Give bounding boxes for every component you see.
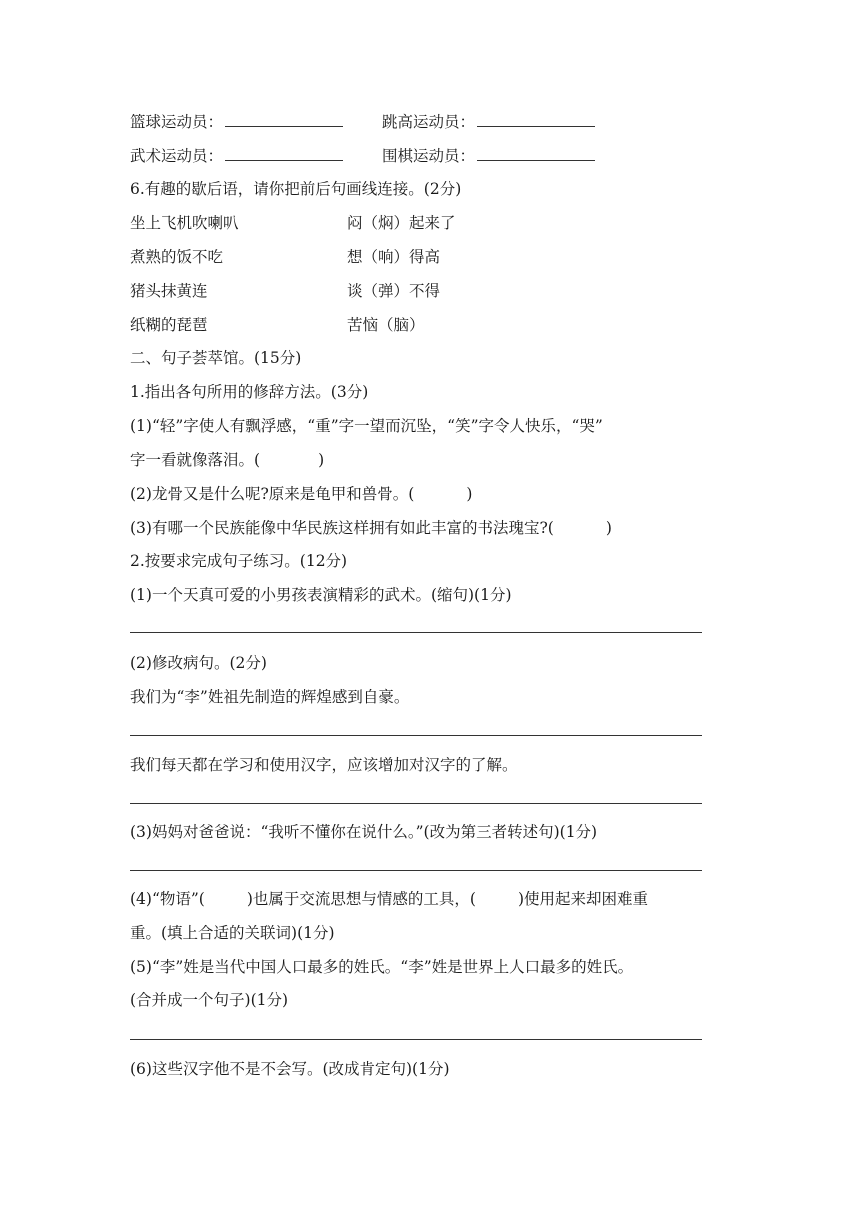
q6-left-item: 猪头抹黄连	[130, 282, 208, 300]
q1-close-paren: )	[466, 485, 473, 503]
answer-line[interactable]	[130, 735, 702, 736]
q6-right-item: 苦恼（脑）	[347, 316, 425, 334]
q2-part-4a-text-2: )也属于交流思想与情感的工具，(	[246, 890, 476, 908]
section2-title: 二、句子荟萃馆。(15分)	[130, 349, 302, 367]
q2-part-4a-text-1: (4)“物语”(	[130, 890, 205, 908]
q1-sentence-3-text: (3)有哪一个民族能像中华民族这样拥有如此丰富的书法瑰宝?(	[130, 519, 554, 537]
q2-part-5b: (合并成一个句子)(1分)	[130, 991, 289, 1009]
q1-sentence-1a: (1)“轻”字使人有飘浮感，“重”字一望而沉坠，“笑”字令人快乐，“哭”	[130, 417, 603, 435]
q2-part-2b: 我们每天都在学习和使用汉字，应该增加对汉字的了解。	[130, 756, 518, 774]
wushu-blank[interactable]	[225, 146, 343, 161]
basketball-blank[interactable]	[225, 112, 343, 127]
q6-left-item: 煮熟的饭不吃	[130, 248, 224, 266]
q2-title: 2.按要求完成句子练习。(12分)	[130, 552, 348, 570]
q6-left-item: 纸糊的琵琶	[130, 316, 208, 334]
q1-sentence-1b	[130, 449, 324, 471]
go-blank[interactable]	[477, 146, 595, 161]
q6-right-item: 想（响）得高	[347, 248, 441, 266]
q1-title: 1.指出各句所用的修辞方法。(3分)	[130, 383, 369, 401]
answer-line[interactable]	[130, 870, 702, 871]
q2-part-5a: (5)“李”姓是当代中国人口最多的姓氏。“李”姓是世界上人口最多的姓氏。	[130, 958, 634, 976]
q2-part-2: (2)修改病句。(2分)	[130, 654, 267, 672]
q6-title: 6.有趣的歇后语，请你把前后句画线连接。(2分)	[130, 180, 462, 198]
q1-close-paren: )	[318, 451, 325, 469]
wushu-label: 武术运动员：	[130, 147, 224, 165]
answer-line[interactable]	[130, 803, 702, 804]
q1-close-paren: )	[605, 519, 612, 537]
q6-left-item: 坐上飞机吹喇叭	[130, 214, 239, 232]
basketball-label: 篮球运动员：	[130, 113, 224, 131]
wushu-line	[130, 145, 343, 167]
q2-part-3: (3)妈妈对爸爸说：“我听不懂你在说什么。”(改为第三者转述句)(1分)	[130, 823, 598, 841]
answer-line[interactable]	[130, 1039, 702, 1040]
q1-sentence-3	[130, 517, 612, 539]
q6-right-item: 闷（焖）起来了	[347, 214, 456, 232]
q2-part-2a: 我们为“李”姓祖先制造的辉煌感到自豪。	[130, 688, 410, 706]
q1-sentence-1b-text: 字一看就像落泪。(	[130, 451, 261, 469]
q6-right-item: 谈（弹）不得	[347, 282, 441, 300]
go-line	[382, 145, 595, 167]
highjump-line	[382, 111, 595, 133]
q2-part-4b: 重。(填上合适的关联词)(1分)	[130, 924, 335, 942]
answer-line[interactable]	[130, 632, 702, 633]
basketball-line	[130, 111, 343, 133]
q2-part-4a-text-3: )使用起来却困难重	[517, 890, 649, 908]
q1-sentence-2-text: (2)龙骨又是什么呢?原来是龟甲和兽骨。(	[130, 485, 415, 503]
go-label: 围棋运动员：	[382, 147, 476, 165]
q2-part-1: (1)一个天真可爱的小男孩表演精彩的武术。(缩句)(1分)	[130, 586, 512, 604]
q2-part-6: (6)这些汉字他不是不会写。(改成肯定句)(1分)	[130, 1060, 450, 1078]
q2-part-4a	[130, 888, 648, 910]
highjump-label: 跳高运动员：	[382, 113, 476, 131]
highjump-blank[interactable]	[477, 112, 595, 127]
q1-sentence-2	[130, 483, 472, 505]
